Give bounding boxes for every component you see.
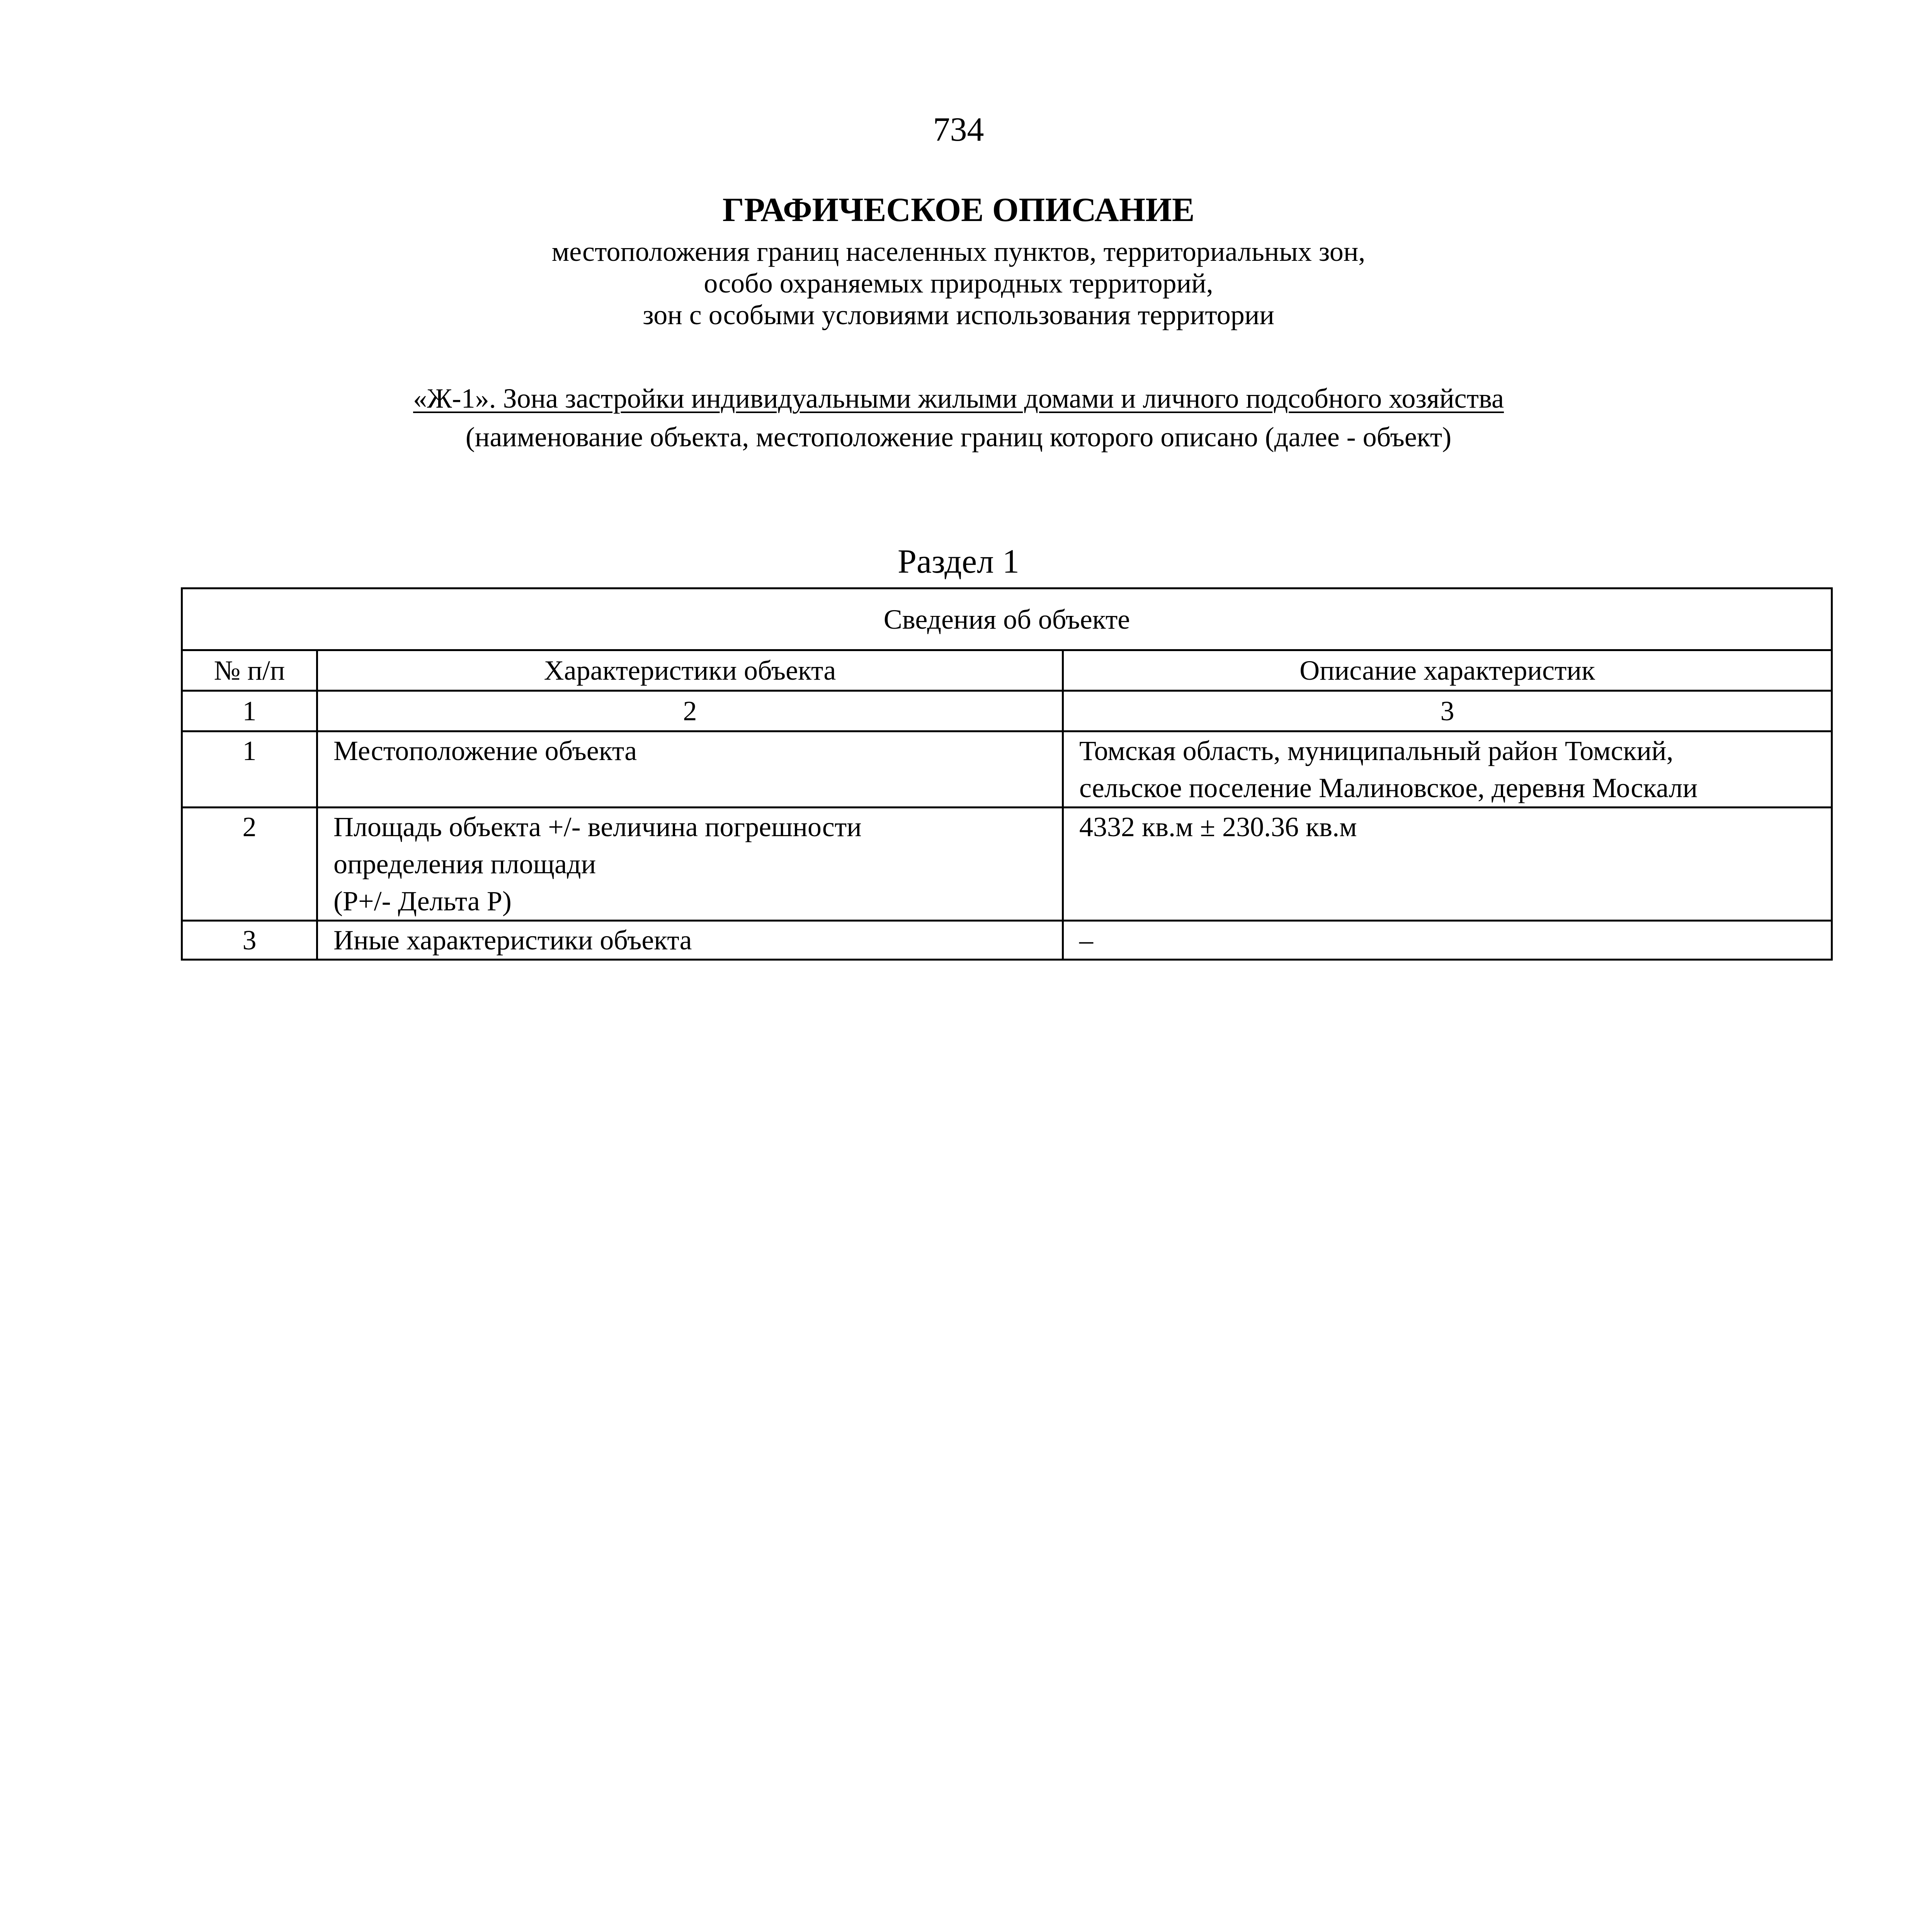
cell-line: 4332 кв.м ± 230.36 кв.м: [1079, 811, 1357, 842]
table-index-row: [182, 691, 1832, 731]
cell-line: –: [1079, 925, 1093, 956]
row-description: [1063, 808, 1832, 921]
row-number: 3: [182, 921, 317, 960]
subtitle-line: зон с особыми условиями использования территории: [643, 299, 1274, 330]
object-name-text: «Ж-1». Зона застройки индивидуальными жилыми домами и личного подсобного хозяйства: [413, 383, 1504, 414]
row-number: 2: [182, 808, 317, 921]
cell-line: Томская область, муниципальный район Томский,: [1079, 735, 1674, 766]
cell-line: Иные характеристики объекта: [333, 925, 692, 956]
row-characteristic: [317, 731, 1063, 808]
row-description: [1063, 921, 1832, 960]
document-subtitle: [0, 236, 1917, 331]
document-title: ГРАФИЧЕСКОЕ ОПИСАНИЕ: [722, 191, 1195, 229]
subtitle-line: местоположения границ населенных пунктов, территориальных зон,: [551, 236, 1366, 267]
object-name: [0, 384, 1917, 412]
subtitle-line: особо охраняемых природных территорий,: [704, 268, 1213, 299]
table-row: [182, 731, 1832, 808]
object-info-table: [181, 587, 1833, 961]
table-caption-row: [182, 588, 1832, 650]
row-description: [1063, 731, 1832, 808]
table-header-row: [182, 650, 1832, 691]
row-number: 1: [182, 731, 317, 808]
column-index: 1: [182, 691, 317, 731]
cell-line: определения площади: [333, 849, 596, 879]
header-number: № п/п: [182, 650, 317, 691]
row-characteristic: [317, 921, 1063, 960]
table-row: [182, 921, 1832, 960]
page-number: 734: [933, 111, 984, 148]
object-name-note: (наименование объекта, местоположение границ которого описано (далее - объект): [465, 422, 1452, 452]
section-title: Раздел 1: [898, 543, 1019, 580]
header-characteristic: Характеристики объекта: [317, 650, 1063, 691]
table-row: [182, 808, 1832, 921]
row-characteristic: [317, 808, 1063, 921]
cell-line: (P+/- Дельта P): [333, 886, 512, 917]
column-index: 3: [1063, 691, 1832, 731]
column-index: 2: [317, 691, 1063, 731]
cell-line: Местоположение объекта: [333, 735, 637, 766]
table-caption: Сведения об объекте: [182, 588, 1832, 650]
cell-line: сельское поселение Малиновское, деревня Москали: [1079, 772, 1698, 803]
header-description: Описание характеристик: [1063, 650, 1832, 691]
cell-line: Площадь объекта +/- величина погрешности: [333, 811, 862, 842]
